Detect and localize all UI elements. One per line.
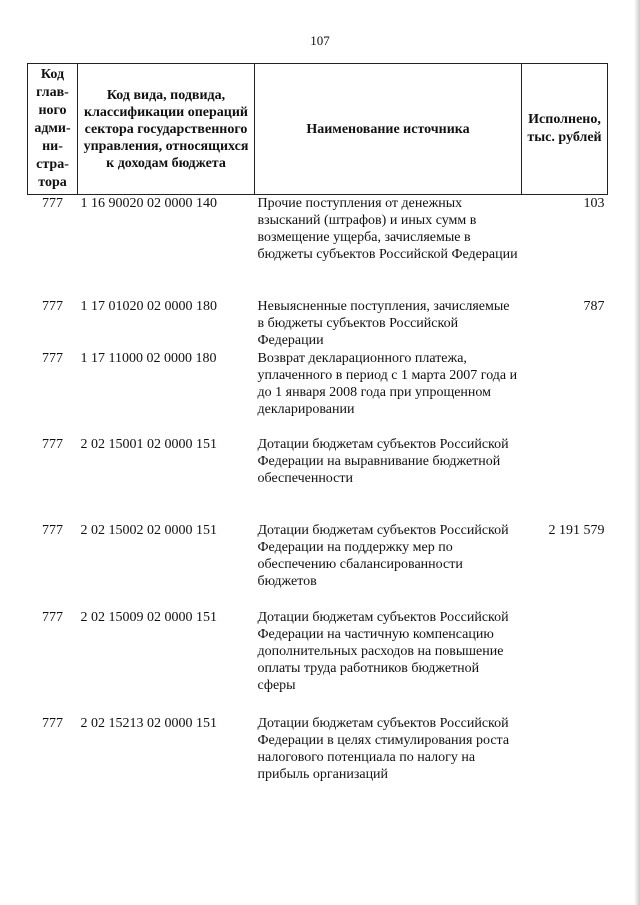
source-name-cell: Дотации бюджетам субъектов Российской Федерации в целях стимулирования роста налогового потенциала по налогу на прибыль организаций [257,715,510,782]
admin-code-cell: 777 [42,298,63,314]
admin-code-cell: 777 [42,715,63,731]
amount-cell [522,609,608,715]
amount-cell [522,350,608,436]
table-row [28,609,608,715]
table-row [28,350,608,436]
table-row [28,522,608,609]
header-amount: Исполнено, тыс. рублей [522,64,608,195]
classification-code-cell: 1 16 90020 02 0000 140 [80,196,217,211]
amount-cell [522,715,608,805]
table-row [28,298,608,350]
classification-code-cell: 2 02 15009 02 0000 151 [80,609,217,625]
source-name-cell: Дотации бюджетам субъектов Российской Федерации на выравнивание бюджетной обеспеченности [257,436,509,486]
admin-code-cell: 777 [42,436,63,452]
table-row [28,195,608,298]
classification-code-cell: 2 02 15001 02 0000 151 [80,436,217,452]
admin-code-cell: 777 [42,196,63,211]
amount-cell [522,436,608,522]
amount-cell: 2 191 579 [548,522,605,538]
classification-code-cell: 1 17 11000 02 0000 180 [80,350,217,366]
budget-income-table [27,63,608,805]
source-name-cell: Прочие поступления от денежных взысканий (штрафов) и иных сумм в возмещение ущерба, зачисляемые в бюджеты субъектов Российской Федерации [257,196,518,262]
classification-code-cell: 2 02 15213 02 0000 151 [80,715,217,731]
admin-code-cell: 777 [42,609,63,625]
admin-code-cell: 777 [42,522,63,538]
source-name-cell: Дотации бюджетам субъектов Российской Федерации на поддержку мер по обеспечению сбалансированности бюджетов [257,522,509,589]
source-name-cell: Невыясненные поступления, зачисляемые в бюджеты субъектов Российской Федерации [257,298,510,348]
source-name-cell: Возврат декларационного платежа, уплаченного в период с 1 марта 2007 года и до 1 января 2008 года при упрощенном декларировании [257,350,518,417]
amount-cell: 787 [583,298,605,314]
source-name-cell: Дотации бюджетам субъектов Российской Федерации на частичную компенсацию дополнительных расходов на повышение оплаты труда работников бюджетной сферы [257,609,509,693]
header-classification-code: Код вида, подвида, классификации операций сектора государственного управления, относящихся к доходам бюджета [78,64,255,195]
table-row [28,436,608,522]
classification-code-cell: 1 17 01020 02 0000 180 [80,298,217,314]
scan-edge-shadow [634,0,640,905]
classification-code-cell: 2 02 15002 02 0000 151 [80,522,217,538]
admin-code-cell: 777 [42,350,63,366]
table-row [28,715,608,805]
header-admin-code: Код глав-ного адми-ни-стра-тора [28,64,78,195]
header-source-name: Наименование источника [255,64,522,195]
table-header-row [28,64,608,195]
page-number: 107 [310,33,330,48]
amount-cell: 103 [583,196,605,211]
